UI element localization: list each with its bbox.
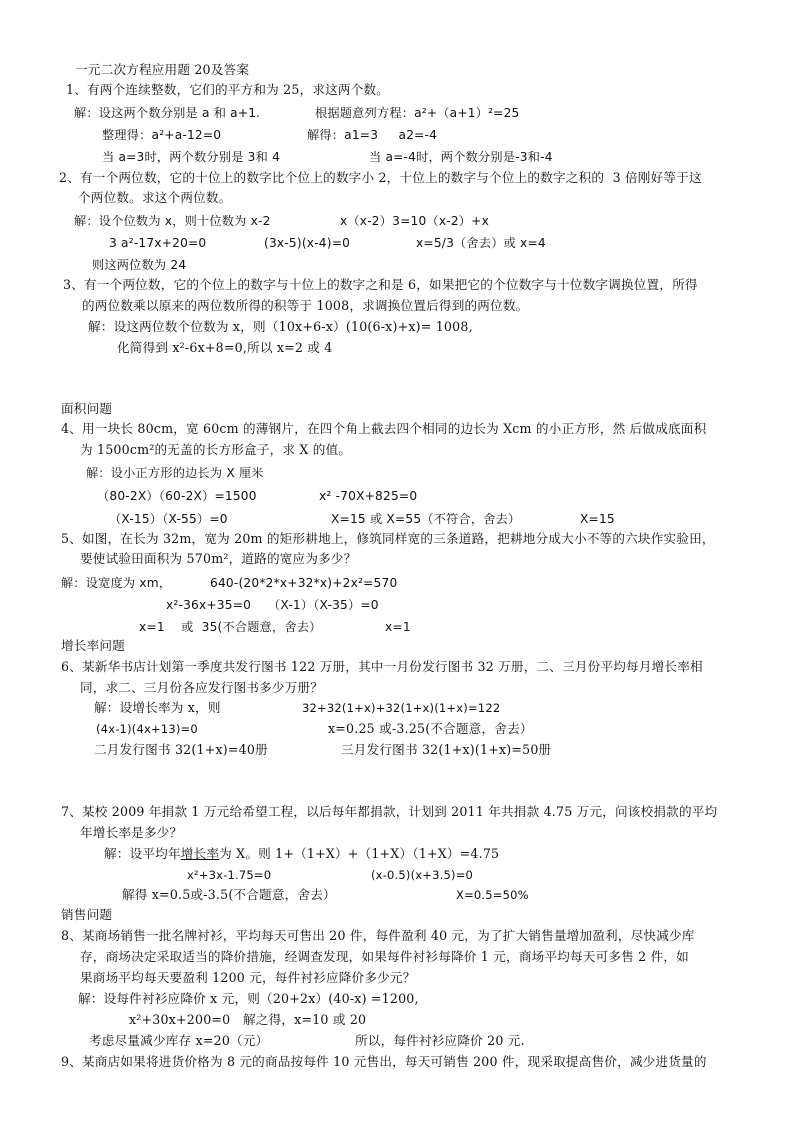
- problem-1-equation: 根据题意列方程：a²+（a+1）²=25: [315, 106, 520, 120]
- problem-2-equation: x（x-2）3=10（x-2）+x: [340, 214, 489, 228]
- problem-4-equation: （80-2X）（60-2X）=1500: [97, 489, 257, 503]
- problem-5-answer: x=1: [385, 620, 411, 634]
- problem-1-answer-a: 当 a=3时，两个数分别是 3和 4: [102, 150, 281, 164]
- problem-7-simplified: x²+3x-1.75=0: [187, 868, 272, 882]
- problem-8-question-cont-2: 果商场平均每天要盈利 1200 元，每件衬衫应降价多少元？: [80, 970, 416, 985]
- problem-8-solution-line: 解：设每件衬衫应降价 x 元，则（20+2x）(40-x) =1200,: [78, 991, 419, 1006]
- problem-7-question: 7、某校 2009 年捐款 1 万元给希望工程，以后每年都捐款，计划到 2011 年共捐款 4.75 万元，问该校捐款的平均: [61, 804, 718, 819]
- section-heading-area: 面积问题: [61, 401, 113, 416]
- problem-9-question: 9、某商店如果将进货价格为 8 元的商品按每件 10 元售出，每天可销售 200 件，现采取提高售价，减少进货量的: [61, 1054, 707, 1069]
- problem-8-question: 8、某商场销售一批名牌衬衫，平均每天可售出 20 件，每件盈利 40 元，为了扩大销售量增加盈利，尽快减少库: [61, 928, 695, 943]
- problem-8-simplified: x²+30x+200=0 解之得，x=10 或 20: [129, 1012, 367, 1027]
- problem-7-question-cont: 年增长率是多少？: [80, 825, 183, 840]
- page-title: 一元二次方程应用题 20及答案: [75, 62, 250, 77]
- problem-3-solution-line: 解：设这两位数个位数为 x，则（10x+6-x）(10(6-x)+x)= 1008,: [88, 319, 473, 334]
- problem-6-solution-line: 解：设增长率为 x，则: [94, 700, 221, 715]
- problem-5-simplified: x²-36x+35=0: [166, 598, 252, 612]
- problem-7-answer: X=0.5=50%: [456, 888, 529, 902]
- problem-6-question-cont: 同，求二、三月份各应发行图书多少万册？: [80, 680, 324, 695]
- problem-4-solution-line: 解：设小正方形的边长为 X 厘米: [86, 466, 264, 480]
- problem-6-roots: x=0.25 或-3.25(不合题意，舍去）: [328, 721, 533, 736]
- problem-8-reasoning: 考虑尽量减少库存 x=20（元）: [89, 1033, 269, 1048]
- problem-7-roots: 解得 x=0.5或-3.5(不合题意，舍去）: [122, 887, 336, 902]
- problem-2-roots: x=5/3（舍去）或 x=4: [416, 236, 546, 250]
- section-heading-growth: 增长率问题: [61, 638, 125, 653]
- problem-2-question-cont: 个两位数。求这个两位数。: [78, 190, 232, 205]
- problem-3-answer: 化简得到 x²-6x+8=0,所以 x=2 或 4: [117, 340, 333, 355]
- problem-1-roots: 解得：a1=3 a2=-4: [307, 128, 438, 142]
- problem-6-equation: 32+32(1+x)+32(1+x)(1+x)=122: [302, 701, 501, 715]
- problem-5-roots: x=1 或 35(不合题意，舍去）: [139, 620, 322, 634]
- problem-5-solution-line: 解：设宽度为 xm，: [61, 576, 172, 590]
- problem-6-answer-mar: 三月发行图书 32(1+x)(1+x)=50册: [341, 742, 552, 757]
- problem-4-roots: X=15 或 X=55（不符合，舍去）: [331, 512, 521, 526]
- problem-8-question-cont-1: 存，商场决定采取适当的降价措施，经调查发现，如果每件衬衫每降价 1 元，商场平均每天可多售 2 件，如: [80, 949, 689, 964]
- problem-2-solution-line: 解：设个位数为 x，则十位数为 x-2: [74, 214, 271, 228]
- problem-5-question: 5、如图，在长为 32m，宽为 20m 的矩形耕地上，修筑同样宽的三条道路，把耕地分成大小不等的六块作实验田，: [61, 531, 715, 546]
- problem-4-factored: （X-15）（X-55）=0: [109, 512, 228, 526]
- problem-4-answer: X=15: [580, 512, 615, 526]
- growth-rate-link[interactable]: 增长率: [180, 846, 220, 861]
- problem-7-solution-line: [104, 846, 499, 862]
- problem-5-factored: （X-1）（X-35）=0: [268, 598, 379, 612]
- problem-6-factored: (4x-1)(4x+13)=0: [96, 722, 198, 736]
- problem-4-question: 4、用一块长 80cm，宽 60cm 的薄钢片，在四个角上截去四个相同的边长为 Xcm 的小正方形，然 后做成底面积: [61, 421, 707, 436]
- problem-4-question-cont: 为 1500cm²的无盖的长方形盒子，求 X 的值。: [80, 442, 352, 457]
- problem-7-solution-equation: 为 X。则 1+（1+X）+（1+X）（1+X）=4.75: [219, 846, 500, 861]
- problem-5-question-cont: 要使试验田面积为 570m²，道路的宽应为多少？: [80, 551, 357, 566]
- problem-2-question: 2、有一个两位数，它的十位上的数字比个位上的数字小 2，十位上的数字与个位上的数字之积的 3 倍刚好等于这: [59, 170, 702, 185]
- section-heading-sales: 销售问题: [61, 907, 113, 922]
- problem-2-factored: (3x-5)(x-4)=0: [264, 236, 351, 250]
- problem-7-solution-prefix: 解：设平均年: [104, 846, 181, 861]
- problem-3-question: 3、有一个两位数，它的个位上的数字与十位上的数字之和是 6，如果把它的个位数字与十位数字调换位置，所得: [63, 277, 698, 292]
- problem-5-equation: 640-(20*2*x+32*x)+2x²=570: [210, 576, 398, 590]
- problem-6-question: 6、某新华书店计划第一季度共发行图书 122 万册，其中一月份发行图书 32 万册，二、三月份平均每月增长率相: [61, 659, 703, 674]
- problem-1-solution-line: 解：设这两个数分别是 a 和 a+1.: [74, 106, 261, 120]
- problem-2-simplified: 3 a²-17x+20=0: [109, 236, 207, 250]
- problem-1-question: 1、有两个连续整数，它们的平方和为 25，求这两个数。: [66, 82, 390, 97]
- problem-3-question-cont: 的两位数乘以原来的两位数所得的积等于 1008，求调换位置后得到的两位数。: [82, 298, 529, 313]
- problem-1-simplified: 整理得：a²+a-12=0: [102, 128, 222, 142]
- problem-2-answer: 则这两位数为 24: [92, 258, 187, 272]
- problem-6-answer-feb: 二月发行图书 32(1+x)=40册: [94, 742, 268, 757]
- problem-4-simplified: x² -70X+825=0: [319, 489, 418, 503]
- problem-8-answer: 所以，每件衬衫应降价 20 元.: [355, 1033, 525, 1048]
- problem-1-answer-b: 当 a=-4时，两个数分别是-3和-4: [369, 150, 553, 164]
- problem-7-factored: (x-0.5)(x+3.5)=0: [371, 868, 474, 882]
